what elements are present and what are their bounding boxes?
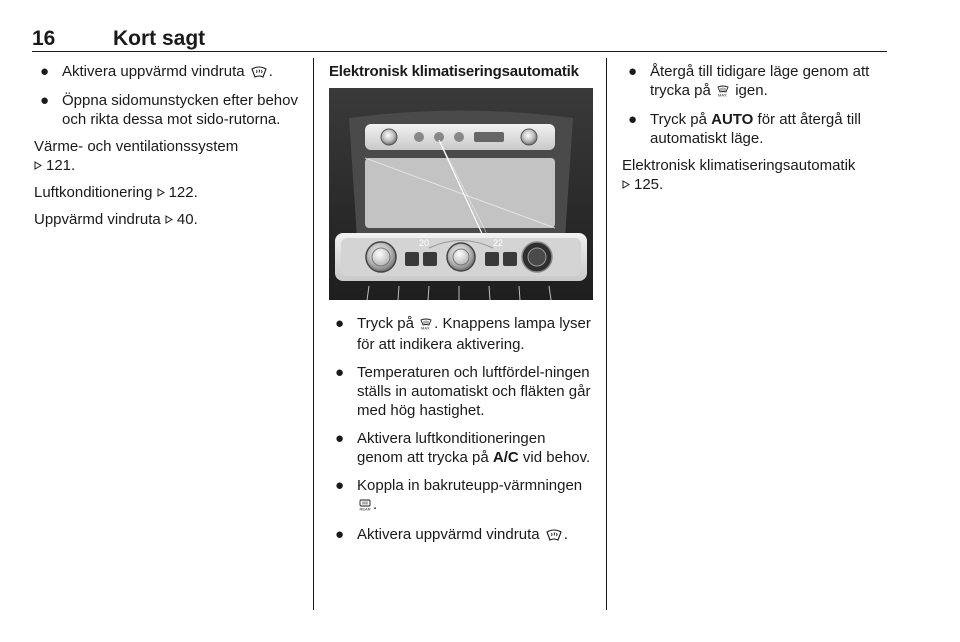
svg-text:REAR: REAR — [359, 506, 371, 511]
windscreen-heat-icon — [251, 64, 267, 83]
bullet-list — [329, 314, 595, 546]
bullet-dot: ● — [335, 315, 345, 332]
list-item — [329, 363, 595, 420]
auto-button-label: AUTO — [711, 111, 754, 128]
ref-text: Elektronisk klimatiseringsautomatik — [622, 157, 856, 174]
column-2 — [329, 62, 595, 555]
bullet-text-after: vid behov. — [522, 449, 591, 466]
list-item — [34, 62, 302, 83]
list-item — [622, 62, 890, 102]
list-item — [329, 429, 595, 467]
ref-page[interactable]: 121. — [46, 157, 76, 174]
list-item — [34, 91, 302, 129]
list-item — [622, 110, 890, 148]
bullet-dot: ● — [335, 526, 345, 543]
bullet-dot: ● — [335, 364, 345, 381]
bullet-dot: ● — [628, 63, 638, 80]
cross-reference — [34, 183, 302, 202]
max-defrost-icon — [717, 83, 729, 102]
rear-window-heat-icon — [359, 497, 371, 516]
page-title: Kort sagt — [113, 27, 206, 50]
cross-reference — [34, 137, 302, 175]
ref-page[interactable]: 122. — [168, 184, 198, 201]
page-header — [32, 22, 887, 52]
bullet-text: Aktivera uppvärmd vindruta — [357, 526, 540, 543]
svg-text:MAX: MAX — [718, 92, 727, 97]
ref-text: Värme- och ventilationssystem — [34, 138, 239, 155]
bullet-suffix: . — [268, 63, 273, 80]
bullet-text: Återgå till tidigare läge genom att trycka på — [650, 63, 870, 99]
bullet-text: Temperaturen och luftfördel-ningen ställs in automatiskt och fläkten går med hög hastighet. — [357, 364, 591, 419]
bullet-dot: ● — [40, 92, 50, 109]
bullet-dot: ● — [335, 430, 345, 447]
bullet-text-after: . Knappens lampa lyser för att indikera aktivering. — [357, 315, 591, 353]
bullet-text: Koppla in bakruteupp-värmningen — [357, 477, 583, 494]
page-number: 16 — [32, 27, 56, 50]
ref-text: Uppvärmd vindruta — [34, 211, 161, 228]
reference-arrow-icon — [157, 188, 165, 197]
ac-button-label: A/C — [492, 449, 519, 466]
max-defrost-icon — [420, 316, 432, 335]
bullet-text-after: för att återgå till automatiskt läge. — [650, 111, 861, 147]
bullet-text: Aktivera luftkonditioneringen genom att trycka på — [357, 430, 546, 466]
left-temperature-display: 20 — [419, 238, 430, 248]
cross-reference — [34, 210, 302, 229]
bullet-suffix: . — [373, 496, 378, 513]
bullet-text: Tryck på — [650, 111, 707, 128]
bullet-dot: ● — [40, 63, 50, 80]
ref-page[interactable]: 125. — [634, 176, 664, 193]
ref-page[interactable]: 40. — [176, 211, 198, 228]
reference-arrow-icon — [165, 215, 173, 224]
list-item — [329, 476, 595, 516]
list-item — [329, 525, 595, 546]
bullet-text: Öppna sidomunstycken efter behov och rikta dessa mot sido-rutorna. — [62, 92, 298, 128]
svg-text:MAX: MAX — [421, 325, 430, 330]
bullet-text: Tryck på — [357, 315, 414, 332]
column-1 — [34, 62, 302, 237]
column-divider-2 — [606, 58, 607, 610]
cross-reference — [622, 156, 890, 194]
climate-control-photo — [329, 88, 593, 300]
section-heading: Elektronisk klimatiseringsautomatik — [329, 63, 579, 80]
reference-arrow-icon — [622, 180, 630, 189]
list-item — [329, 314, 595, 354]
ref-text: Luftkonditionering — [34, 184, 153, 201]
windscreen-heat-icon — [546, 527, 562, 546]
bullet-text-after: igen. — [735, 82, 768, 99]
header-divider — [32, 51, 887, 52]
bullet-text: Aktivera uppvärmd vindruta — [62, 63, 245, 80]
bullet-suffix: . — [563, 526, 568, 543]
right-temperature-display: 22 — [493, 238, 504, 248]
bullet-dot: ● — [335, 477, 345, 494]
column-3 — [622, 62, 890, 202]
reference-arrow-icon — [34, 161, 42, 170]
bullet-list — [622, 62, 890, 148]
bullet-list — [34, 62, 302, 129]
column-divider-1 — [313, 58, 314, 610]
bullet-dot: ● — [628, 111, 638, 128]
